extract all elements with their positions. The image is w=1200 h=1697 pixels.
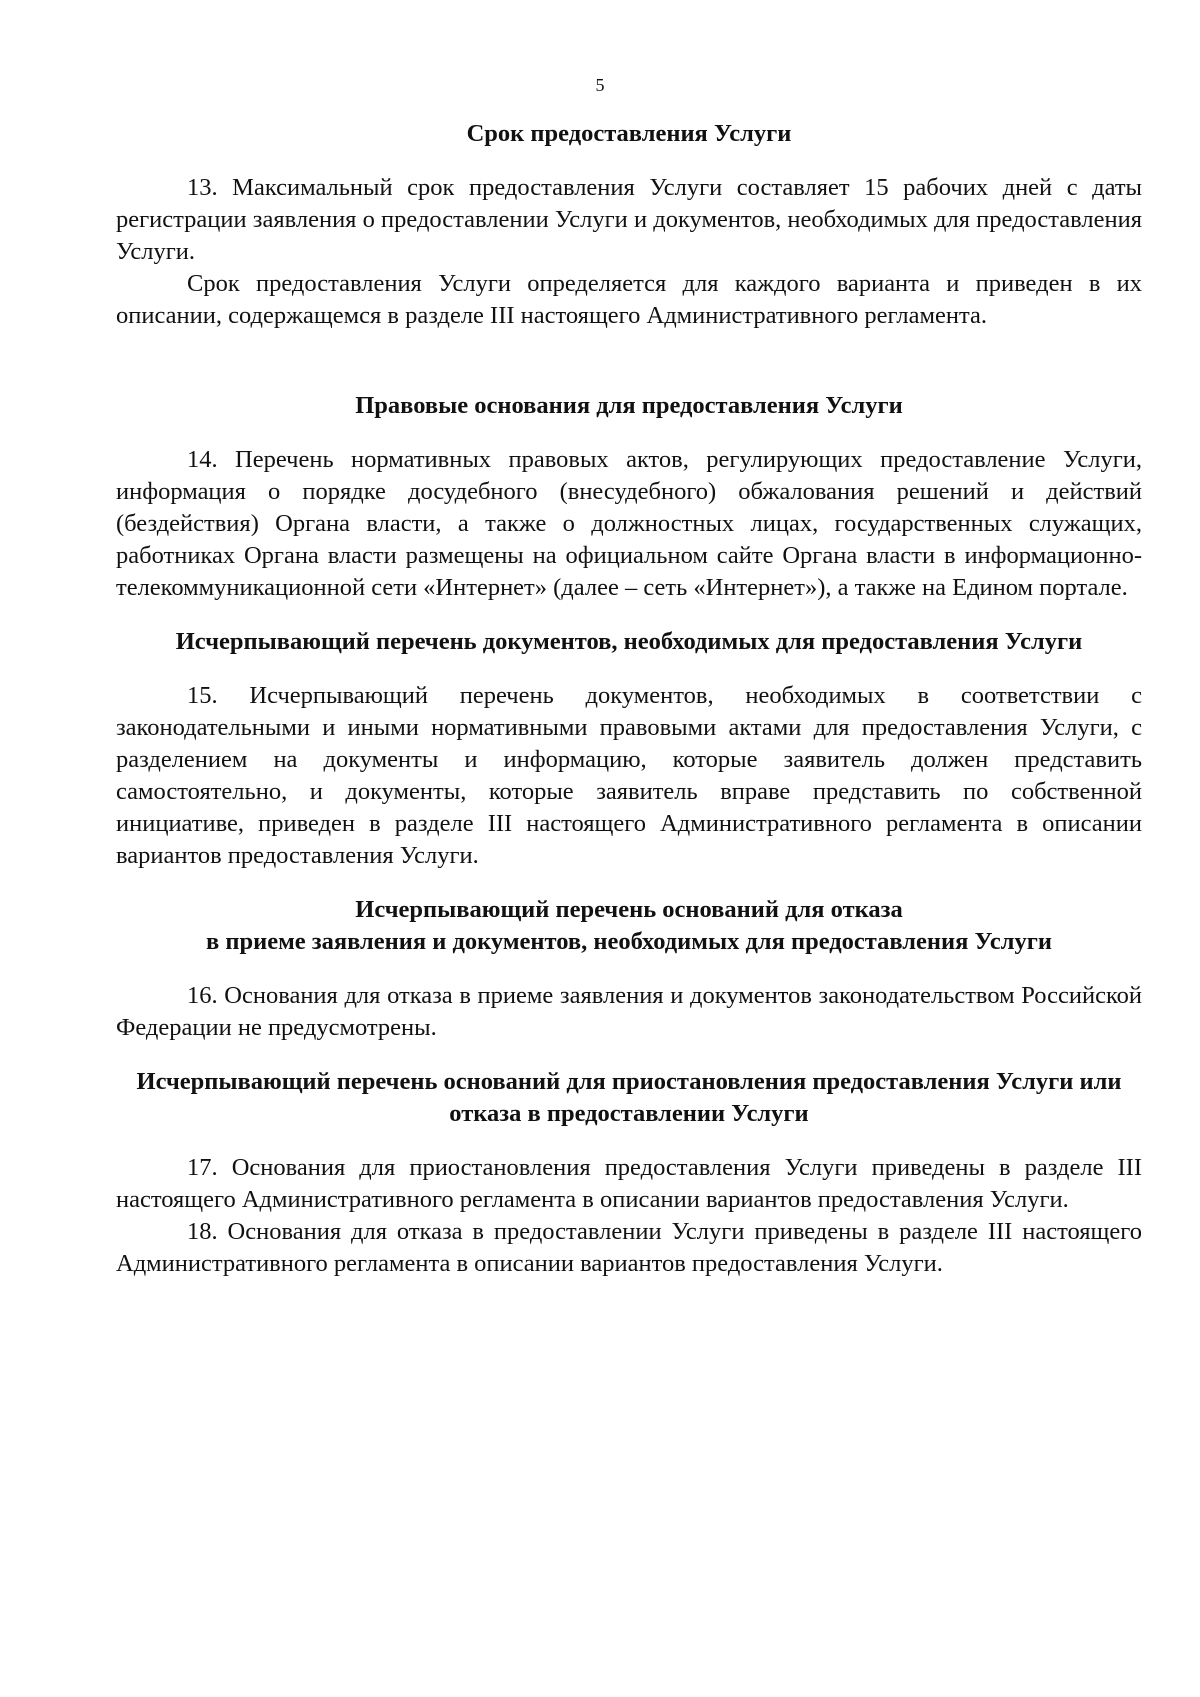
paragraph-14: 14. Перечень нормативных правовых актов, регулирующих предоставление Услуги, информация о порядке досудебного (внесудебного) обжалования решений и действий (бездействия) Органа власти, а также о должностных лицах, государственных служащих, работниках Органа власти размещены на официальном сайте Органа власти в информационно-телекоммуникационной сети «Интернет» (далее – сеть «Интернет»), а также на Едином портале. (116, 446, 1142, 601)
section-heading-refusal-grounds (116, 894, 1142, 958)
section-heading-suspension-grounds: Исчерпывающий перечень оснований для приостановления предоставления Услуги или отказа в предоставлении Услуги (136, 1068, 1122, 1127)
paragraph-13: 13. Максимальный срок предоставления Услуги составляет 15 рабочих дней с даты регистрации заявления о предоставлении Услуги и документов, необходимых для предоставления Услуги. (116, 174, 1142, 265)
paragraph-16: 16. Основания для отказа в приеме заявления и документов законодательством Российской Федерации не предусмотрены. (116, 982, 1142, 1041)
section-heading-refusal-grounds-line2: в приеме заявления и документов, необходимых для предоставления Услуги (206, 928, 1052, 955)
document-body (116, 118, 1142, 1280)
paragraph-17: 17. Основания для приостановления предоставления Услуги приведены в разделе III настоящего Административного регламента в описании вариантов предоставления Услуги. (116, 1154, 1142, 1213)
paragraph-18: 18. Основания для отказа в предоставлении Услуги приведены в разделе III настоящего Административного регламента в описании вариантов предоставления Услуги. (116, 1218, 1142, 1277)
section-heading-service-term: Срок предоставления Услуги (466, 120, 792, 147)
paragraph-15: 15. Исчерпывающий перечень документов, необходимых в соответствии с законодательными и иными нормативными правовыми актами для предоставления Услуги, с разделением на документы и информацию, которые заявитель должен представить самостоятельно, и документы, которые заявитель вправе представить по собственной инициативе, приведен в разделе III настоящего Административного регламента в описании вариантов предоставления Услуги. (116, 682, 1142, 869)
paragraph-13-term-detail: Срок предоставления Услуги определяется для каждого варианта и приведен в их описании, содержащемся в разделе III настоящего Административного регламента. (116, 270, 1142, 329)
section-heading-documents-list: Исчерпывающий перечень документов, необходимых для предоставления Услуги (175, 628, 1083, 655)
page-number: 5 (595, 75, 605, 95)
section-heading-refusal-grounds-line1: Исчерпывающий перечень оснований для отказа (355, 896, 903, 923)
section-heading-legal-basis: Правовые основания для предоставления Услуги (355, 392, 903, 419)
